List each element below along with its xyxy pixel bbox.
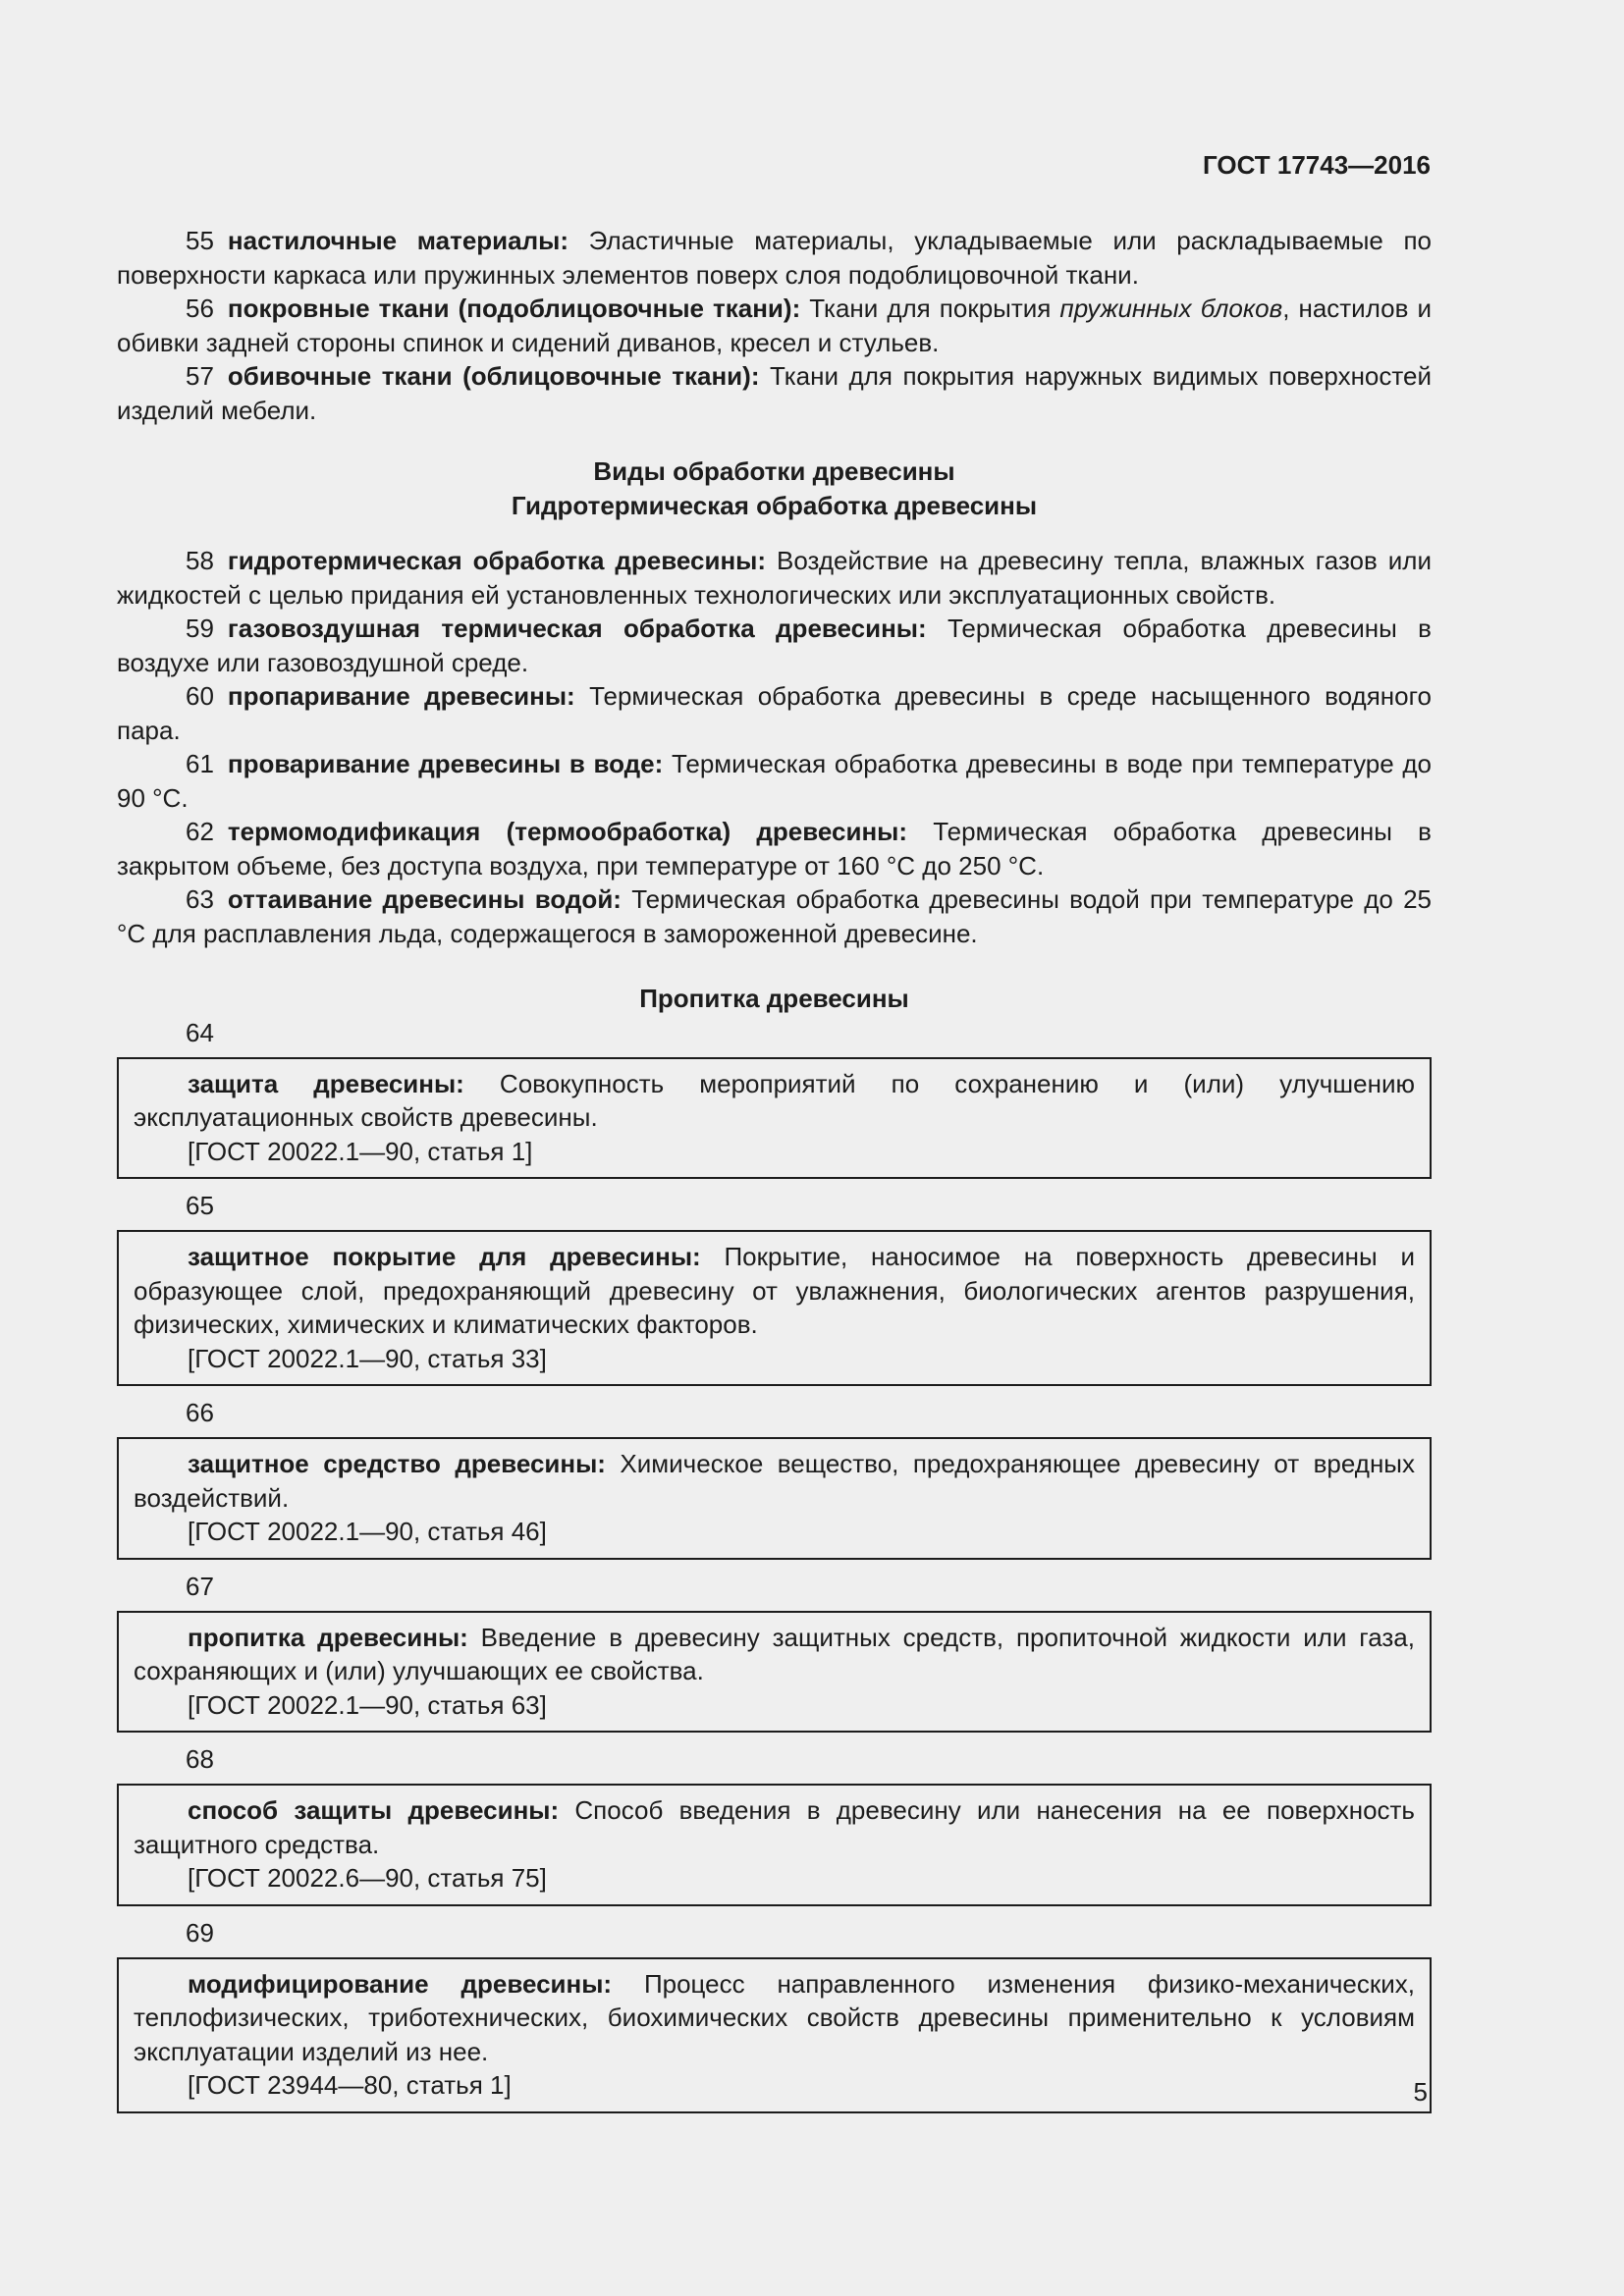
boxed-term-64 [117,1057,1432,1180]
term-name: оттаивание древесины водой: [227,884,622,914]
term-source: [ГОСТ 20022.1—90, статья 63] [188,1689,547,1720]
boxed-term-66 [117,1437,1432,1560]
term-entry-62 [117,815,1432,882]
term-definition: Совокупность мероприятий по сохранению и (или) улучшению эксплуатационных свойств древесины. [134,1068,1415,1132]
term-definition: Термическая обработка древесины в воздухе или газовоздушной среде. [117,614,1432,677]
term-entry-61 [117,747,1432,815]
boxed-term-69 [117,1957,1432,2113]
term-entry-59 [117,612,1432,679]
term-source: [ГОСТ 23944—80, статья 1] [188,2070,512,2100]
term-name: пропаривание древесины: [227,681,575,711]
term-name: способ защиты древесины: [188,1795,560,1825]
term-name: обивочные ткани (облицовочные ткани): [227,361,760,391]
term-source: [ГОСТ 20022.1—90, статья 1] [188,1136,533,1166]
term-entry-57 [117,359,1432,427]
term-definition: Термическая обработка древесины в закрытом объеме, без доступа воздуха, при температуре от 160 °C до 250 °C. [117,817,1432,881]
term-name: покровные ткани (подоблицовочные ткани): [227,294,801,323]
boxed-term-67 [117,1611,1432,1734]
term-name: защитное покрытие для древесины: [188,1242,701,1271]
boxed-term-number: 66 [186,1398,214,1427]
term-name: защитное средство древесины: [188,1449,606,1478]
term-number: 60 [186,681,214,711]
term-source: [ГОСТ 20022.1—90, статья 46] [188,1517,547,1546]
term-definition: Химическое вещество, предохраняющее древесину от вредных воздействий. [134,1449,1415,1513]
boxed-term-number: 67 [186,1571,214,1601]
term-entry-60 [117,679,1432,747]
boxed-term-number: 64 [186,1017,214,1047]
term-source: [ГОСТ 20022.1—90, статья 33] [188,1343,547,1373]
section-title: Пропитка древесины [639,984,909,1013]
term-name: модифицирование древесины: [188,1968,613,1999]
boxed-term-65 [117,1230,1432,1386]
term-number: 57 [186,361,214,391]
term-number: 55 [186,226,214,255]
document-id: ГОСТ 17743—2016 [1203,150,1431,180]
term-definition: Термическая обработка древесины в среде насыщенного водяного пара. [117,681,1432,745]
term-definition: Термическая обработка древесины в воде при температуре до 90 °C. [117,749,1432,813]
term-definition: Ткани для покрытия [809,294,1052,323]
boxed-term-number: 68 [186,1744,214,1774]
section-subtitle: Гидротермическая обработка древесины [511,490,1038,520]
boxed-term-number: 69 [186,1917,214,1948]
term-entry-63 [117,882,1432,950]
term-definition: Способ введения в древесину или нанесения на ее поверхность защитного средства. [134,1795,1415,1859]
term-name: проваривание древесины в воде: [227,749,664,778]
term-definition: Воздействие на древесину тепла, влажных газов или жидкостей с целью придания ей установленных технологических или эксплуатационных свойств. [117,546,1432,610]
term-definition: Процесс направленного изменения физико-механических, теплофизических, триботехнических, биохимических свойств древесины применительно к условиям эксплуатации изделий из нее. [134,1968,1415,2066]
term-name: настилочные материалы: [227,226,569,255]
term-name: гидротермическая обработка древесины: [227,546,767,575]
term-number: 56 [186,294,214,323]
boxed-term-68 [117,1784,1432,1906]
term-number: 59 [186,614,214,643]
term-definition: Покрытие, наносимое на поверхность древесины и образующее слой, предохраняющий древесину от увлажнения, биологических агентов разрушения, физических, химических и климатических факторов. [134,1242,1415,1339]
term-name: термомодификация (термообработка) древесины: [227,817,908,846]
term-number: 58 [186,546,214,575]
term-number: 62 [186,817,214,846]
term-definition-rest: , настилов и обивки задней стороны спинок и сидений диванов, кресел и стульев. [117,294,1432,357]
term-entry-56 [117,292,1432,359]
term-definition: Введение в древесину защитных средств, пропиточной жидкости или газа, сохраняющих и (или) улучшающих ее свойства. [134,1622,1415,1685]
term-definition-emphasis: пружинных блоков [1059,294,1283,323]
term-name: защита древесины: [188,1068,464,1098]
term-entry-55 [117,224,1432,292]
term-entry-58 [117,544,1432,612]
term-number: 63 [186,884,214,914]
term-definition: Эластичные материалы, укладываемые или раскладываемые по поверхности каркаса или пружинных элементов поверх слоя подоблицовочной ткани. [117,226,1433,290]
term-name: газовоздушная термическая обработка древесины: [227,614,927,643]
boxed-term-number: 65 [186,1191,214,1220]
section-title: Виды обработки древесины [593,456,955,486]
page-number: 5 [1413,2077,1428,2107]
term-definition: Термическая обработка древесины водой при температуре до 25 °C для расплавления льда, содержащегося в замороженной древесине. [117,884,1432,948]
term-definition: Ткани для покрытия наружных видимых поверхностей изделий мебели. [117,361,1432,425]
document-body [117,224,1432,2123]
term-number: 61 [186,749,214,778]
term-name: пропитка древесины: [188,1622,468,1652]
term-source: [ГОСТ 20022.6—90, статья 75] [188,1863,547,1893]
